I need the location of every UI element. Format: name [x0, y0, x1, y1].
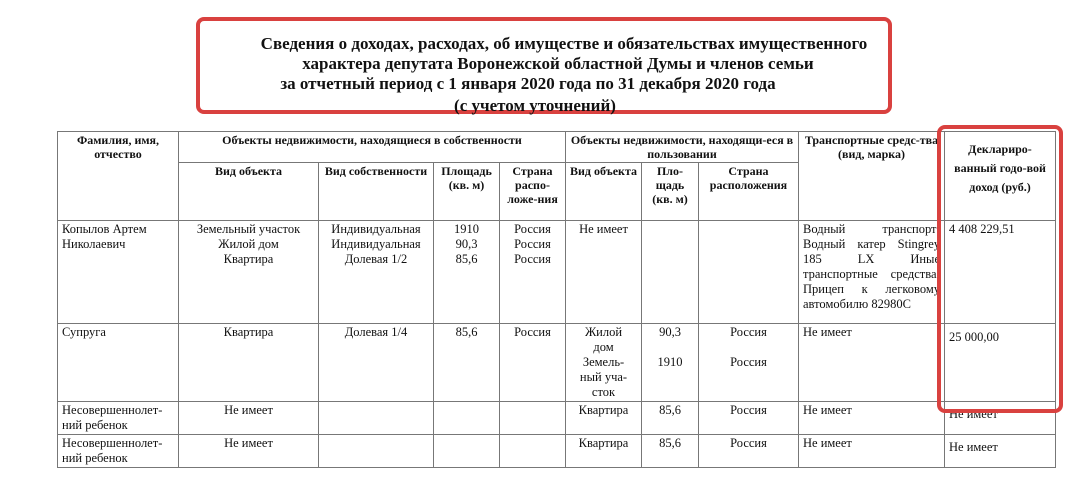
header-used-group: Объекты недвижимости, находящи-еся в пользовании: [566, 132, 799, 163]
table-row: [58, 221, 1056, 324]
cell-used-country: Россия: [699, 402, 799, 435]
area-item: 1910: [454, 222, 479, 236]
area-item: 85,6: [455, 252, 478, 266]
cell-owned-type: [179, 221, 319, 324]
header-owned-group: Объекты недвижимости, находящиеся в собственности: [179, 132, 566, 163]
ownership-item: Долевая 1/2: [344, 252, 408, 266]
cell-owned-country: [500, 402, 566, 435]
header-owned-ownership: Вид собственности: [319, 163, 434, 221]
header-owned-area: Площадь (кв. м): [434, 163, 500, 221]
cell-income: Не имеет: [945, 402, 1056, 435]
cell-used-country: [699, 324, 799, 402]
owned-type-item: Земельный участок: [196, 222, 301, 236]
declaration-table: [57, 131, 1056, 468]
cell-owned-country: [500, 435, 566, 468]
header-owned-type: Вид объекта: [179, 163, 319, 221]
cell-used-area: [642, 324, 699, 402]
cell-owned-ownership: Долевая 1/4: [319, 324, 434, 402]
used-country-item: Россия: [730, 355, 767, 369]
owned-type-item: Квартира: [223, 252, 274, 266]
cell-owned-type: Не имеет: [179, 435, 319, 468]
table-row: [58, 324, 1056, 402]
header-used-country: Страна расположения: [699, 163, 799, 221]
header-owned-country: Страна распо-ложе-ния: [500, 163, 566, 221]
ownership-item: Индивидуальная: [331, 237, 421, 251]
header-row-1: [58, 132, 1056, 163]
cell-used-type: Квартира: [566, 402, 642, 435]
cell-income: 4 408 229,51: [945, 221, 1056, 324]
cell-used-area: [642, 221, 699, 324]
cell-used-type: Не имеет: [566, 221, 642, 324]
used-area-item: 90,3: [659, 325, 681, 339]
country-item: Россия: [514, 222, 551, 236]
cell-owned-country: [500, 221, 566, 324]
used-type-item: Земель-ный уча-сток: [579, 355, 628, 399]
used-area-item: 1910: [657, 355, 683, 369]
cell-owned-country: Россия: [500, 324, 566, 402]
cell-owned-ownership: [319, 221, 434, 324]
title-line-1: Сведения о доходах, расходах, об имуществе и обязательствах имущественного: [260, 34, 868, 53]
cell-name: Супруга: [58, 324, 179, 402]
owned-type-item: Жилой дом: [218, 237, 279, 251]
header-used-area: Пло-щадь (кв. м): [642, 163, 699, 221]
cell-used-country: [699, 221, 799, 324]
cell-used-area: 85,6: [642, 435, 699, 468]
cell-transport: Не имеет: [799, 402, 945, 435]
cell-owned-area: 85,6: [434, 324, 500, 402]
used-country-item: Россия: [730, 325, 767, 339]
cell-name: Копылов Артем Николаевич: [58, 221, 179, 324]
header-name: Фамилия, имя, отчество: [58, 132, 179, 221]
document-title-box: [196, 17, 892, 114]
cell-used-country: Россия: [699, 435, 799, 468]
cell-used-type: Квартира: [566, 435, 642, 468]
title-line-3: за отчетный период с 1 января 2020 года по 31 декабря 2020 года: [280, 74, 776, 93]
cell-owned-type: Не имеет: [179, 402, 319, 435]
cell-used-area: 85,6: [642, 402, 699, 435]
cell-owned-area: [434, 221, 500, 324]
cell-used-type: [566, 324, 642, 402]
cell-owned-ownership: [319, 435, 434, 468]
cell-owned-area: [434, 435, 500, 468]
cell-income: 25 000,00: [945, 324, 1056, 402]
cell-owned-area: [434, 402, 500, 435]
title-line-4: (с учетом уточнений): [454, 96, 616, 115]
cell-name: Несовершеннолет-ний ребенок: [58, 435, 179, 468]
used-type-item: Жилой дом: [584, 325, 623, 354]
country-item: Россия: [514, 252, 551, 266]
cell-income: Не имеет: [945, 435, 1056, 468]
ownership-item: Индивидуальная: [331, 222, 421, 236]
header-transport: Транспортные средс-тва (вид, марка): [799, 132, 945, 221]
cell-transport: Водный транспорт: Водный катер Stingrey 185 LX Иные транспортные средства: Прицеп к легковому автомобилю 82980С: [799, 221, 945, 324]
cell-transport: Не имеет: [799, 435, 945, 468]
header-used-type: Вид объекта: [566, 163, 642, 221]
cell-transport: Не имеет: [799, 324, 945, 402]
country-item: Россия: [514, 237, 551, 251]
table-row: [58, 435, 1056, 468]
title-line-2: характера депутата Воронежской областной Думы и членов семьи: [302, 54, 814, 73]
table-row: [58, 402, 1056, 435]
cell-owned-ownership: [319, 402, 434, 435]
area-item: 90,3: [455, 237, 478, 251]
cell-owned-type: Квартира: [179, 324, 319, 402]
header-income: Деклариро-ванный годо-вой доход (руб.): [945, 132, 1056, 221]
cell-name: Несовершеннолет-ний ребенок: [58, 402, 179, 435]
